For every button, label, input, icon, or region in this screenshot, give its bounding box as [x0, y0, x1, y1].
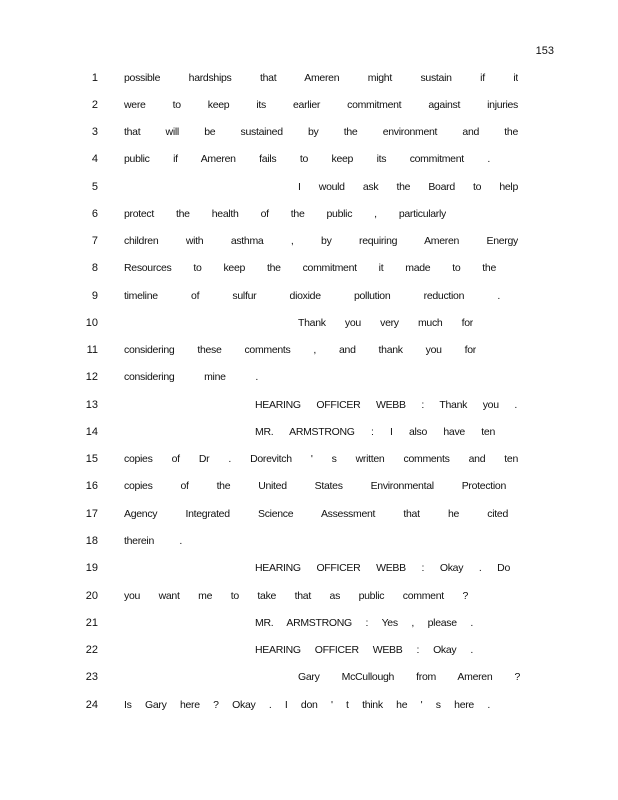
- line-text: HEARING OFFICER WEBB : Okay .: [255, 644, 473, 656]
- transcript-line: [0, 562, 618, 576]
- line-number: 10: [85, 317, 98, 329]
- line-number: 7: [91, 235, 98, 247]
- line-number: 23: [85, 671, 98, 683]
- page-number: 153: [535, 45, 554, 57]
- transcript-line: [0, 399, 618, 413]
- line-number: 8: [91, 262, 98, 274]
- transcript-line: [0, 480, 618, 494]
- line-number: 22: [85, 644, 98, 656]
- transcript-line: [0, 590, 618, 604]
- transcript-line: [0, 153, 618, 167]
- line-number: 9: [91, 290, 98, 302]
- line-text: Gary McCullough from Ameren ?: [298, 671, 520, 683]
- line-number: 2: [91, 99, 98, 111]
- line-text: copies of the United States Environmental Protection: [124, 480, 506, 492]
- transcript-line: [0, 290, 618, 304]
- line-text: Agency Integrated Science Assessment that he cited: [124, 508, 508, 520]
- line-text: that will be sustained by the environment and the: [124, 126, 518, 138]
- transcript-line: [0, 535, 618, 549]
- transcript-line: [0, 644, 618, 658]
- line-number: 13: [85, 399, 98, 411]
- transcript-line: [0, 671, 618, 685]
- transcript-line: [0, 181, 618, 195]
- transcript-line: [0, 72, 618, 86]
- line-number: 16: [85, 480, 98, 492]
- transcript-line: [0, 371, 618, 385]
- line-text: MR. ARMSTRONG : I also have ten: [255, 426, 495, 438]
- line-text: were to keep its earlier commitment against injuries: [124, 99, 518, 111]
- line-text: Resources to keep the commitment it made to the: [124, 262, 496, 274]
- transcript-line: [0, 262, 618, 276]
- line-number: 11: [86, 344, 98, 356]
- line-number: 19: [85, 562, 98, 574]
- transcript-line: [0, 617, 618, 631]
- line-number: 15: [85, 453, 98, 465]
- line-text: you want me to take that as public comment ?: [124, 590, 468, 602]
- line-text: considering mine .: [124, 371, 258, 383]
- line-number: 6: [91, 208, 98, 220]
- transcript-line: [0, 508, 618, 522]
- line-number: 5: [91, 181, 98, 193]
- line-text: MR. ARMSTRONG : Yes , please .: [255, 617, 473, 629]
- transcript-line: [0, 235, 618, 249]
- line-text: considering these comments , and thank you for: [124, 344, 476, 356]
- line-text: copies of Dr . Dorevitch ' s written comments and ten: [124, 453, 518, 465]
- line-number: 21: [85, 617, 98, 629]
- line-text: HEARING OFFICER WEBB : Thank you .: [255, 399, 517, 411]
- line-text: I would ask the Board to help: [298, 181, 518, 193]
- transcript-line: [0, 99, 618, 113]
- line-number: 12: [85, 371, 98, 383]
- line-number: 1: [91, 72, 98, 84]
- line-number: 24: [85, 699, 98, 711]
- line-number: 20: [85, 590, 98, 602]
- transcript-line: [0, 426, 618, 440]
- line-number: 14: [85, 426, 98, 438]
- line-number: 18: [85, 535, 98, 547]
- line-number: 4: [91, 153, 98, 165]
- transcript-line: [0, 126, 618, 140]
- transcript-line: [0, 344, 618, 358]
- line-text: Thank you very much for: [298, 317, 473, 329]
- line-text: HEARING OFFICER WEBB : Okay . Do: [255, 562, 510, 574]
- line-text: public if Ameren fails to keep its commitment .: [124, 153, 490, 165]
- line-text: therein .: [124, 535, 182, 547]
- transcript-line: [0, 317, 618, 331]
- line-number: 17: [85, 508, 98, 520]
- line-text: timeline of sulfur dioxide pollution reduction .: [124, 290, 500, 302]
- transcript-line: [0, 699, 618, 713]
- line-text: possible hardships that Ameren might sustain if it: [124, 72, 518, 84]
- transcript-line: [0, 453, 618, 467]
- line-text: protect the health of the public , particularly: [124, 208, 446, 220]
- line-number: 3: [91, 126, 98, 138]
- line-text: children with asthma , by requiring Ameren Energy: [124, 235, 518, 247]
- transcript-line: [0, 208, 618, 222]
- line-text: Is Gary here ? Okay . I don ' t think he ' s here .: [124, 699, 490, 711]
